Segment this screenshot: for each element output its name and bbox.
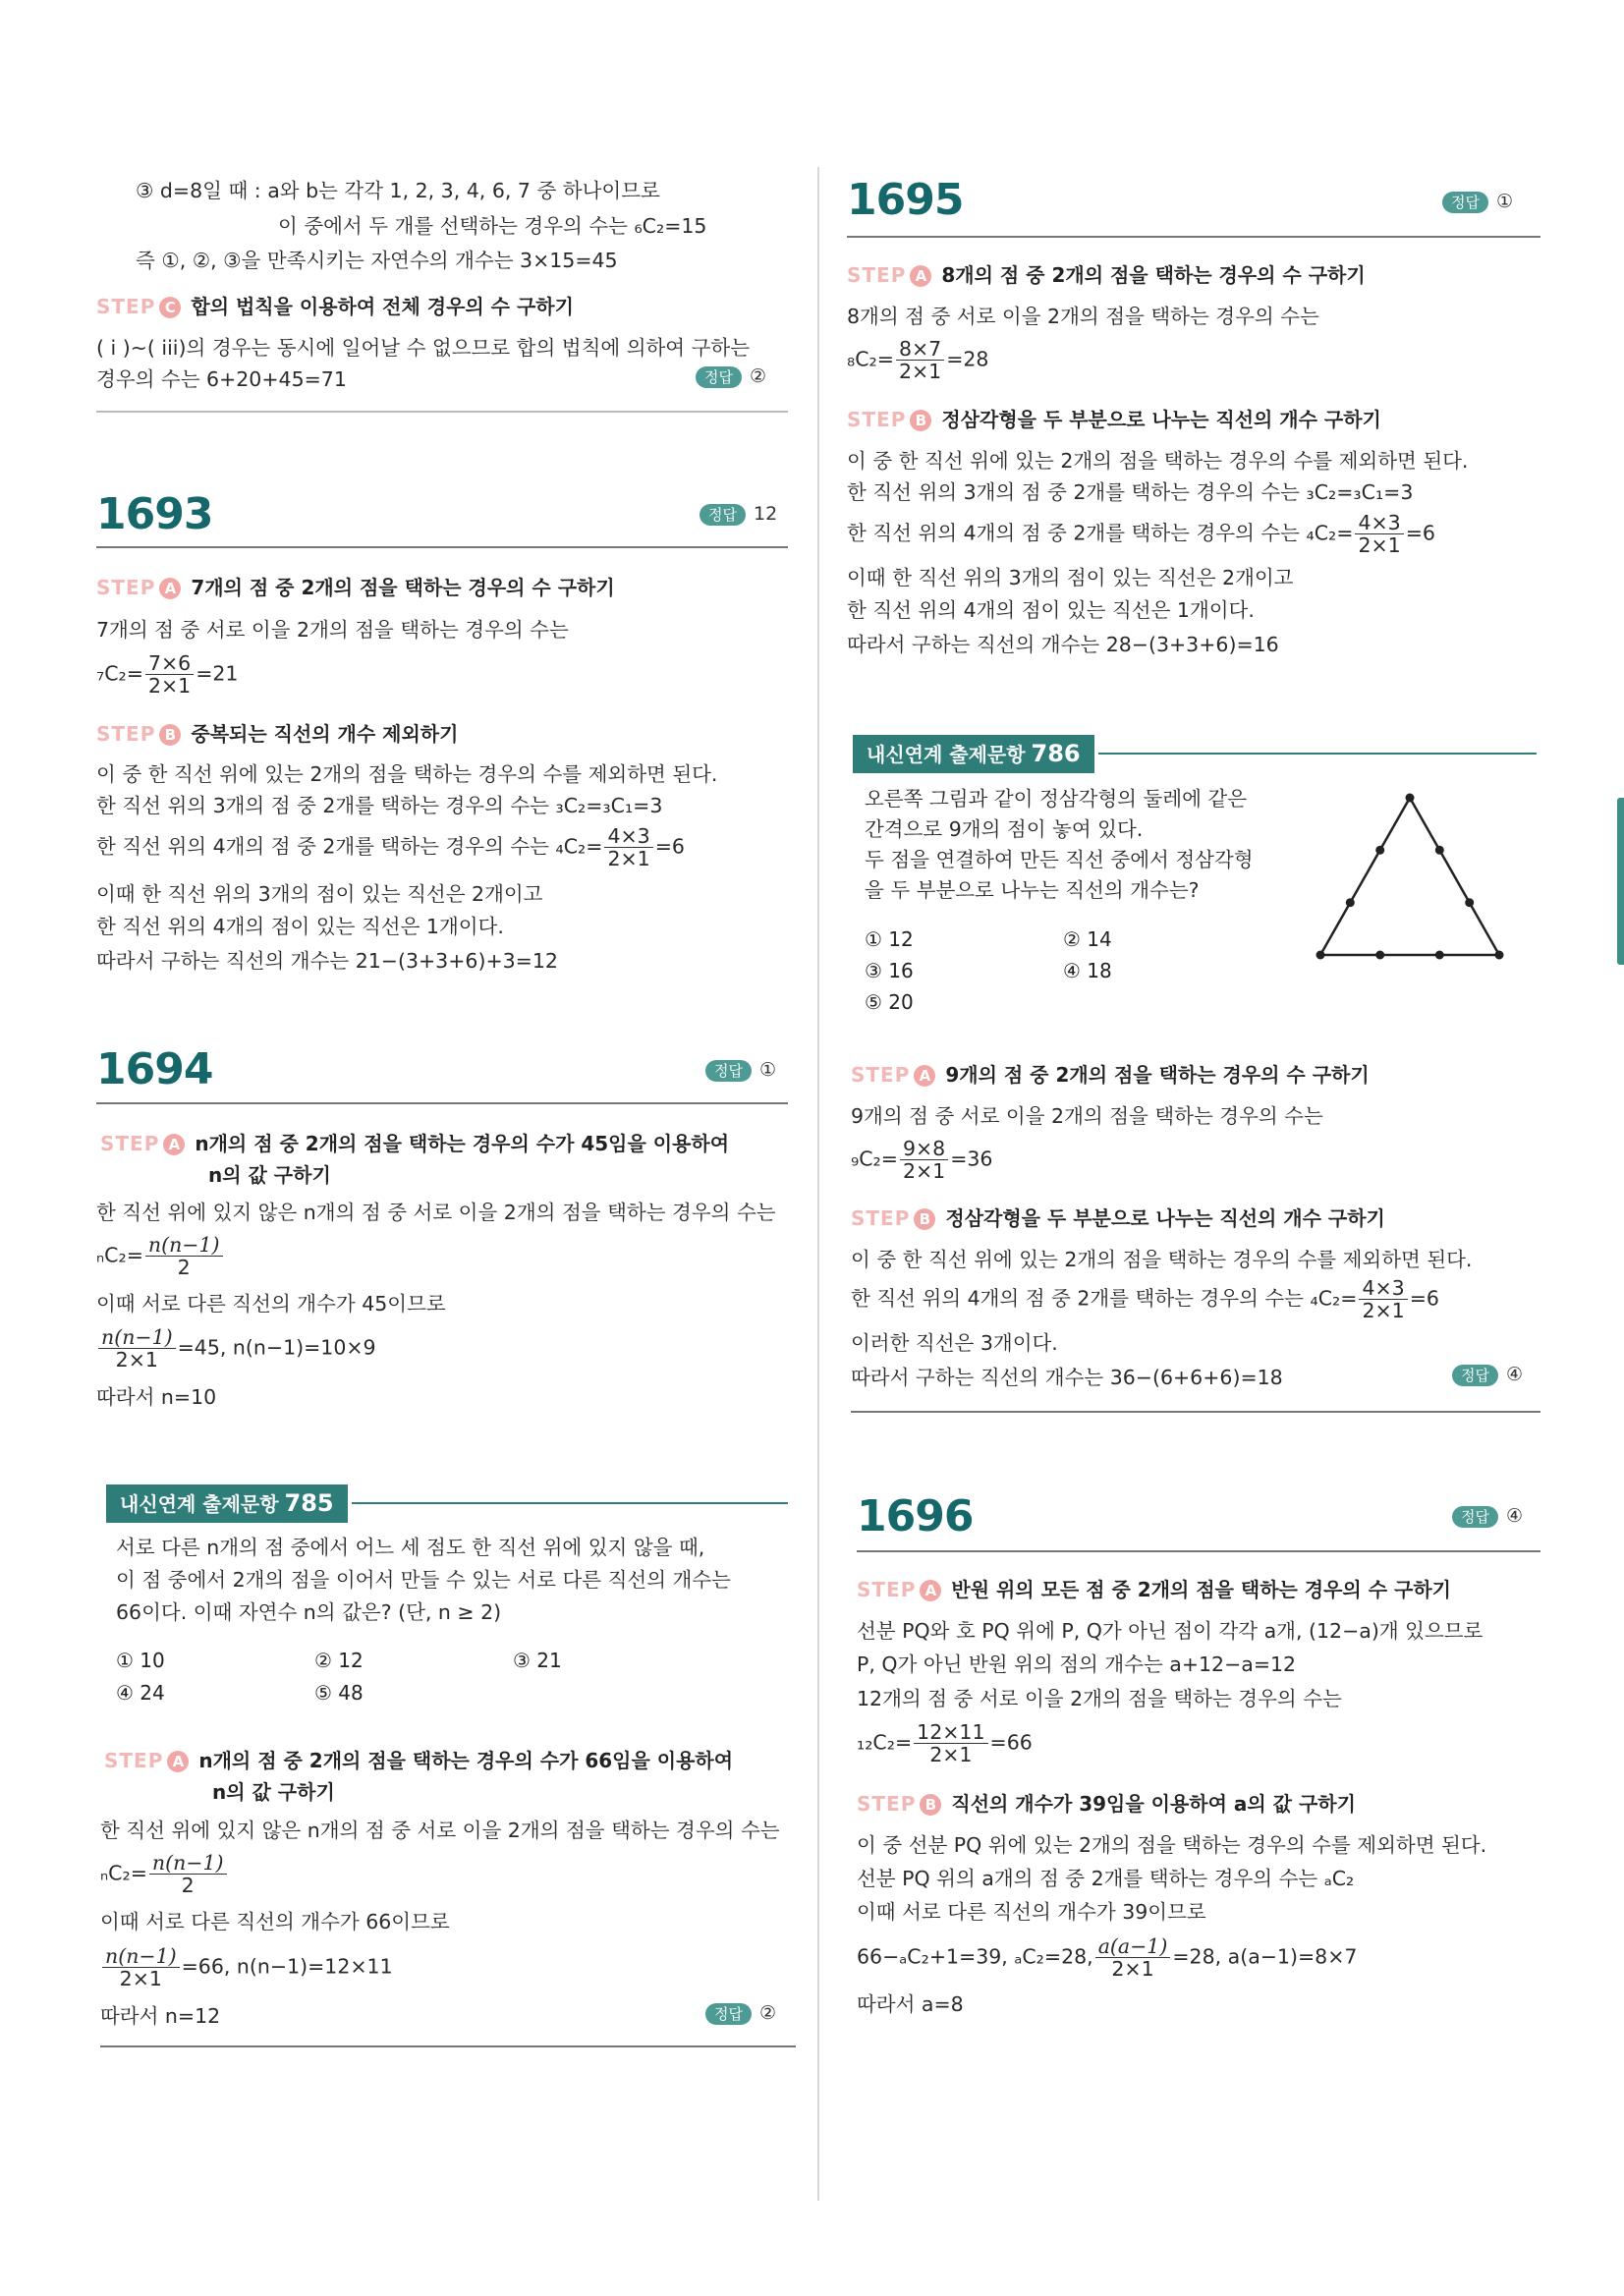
step-a-mark: A — [910, 265, 931, 287]
linked-problem-header: 내신연계 출제문항 786 — [853, 735, 1537, 772]
step-a-mark: A — [920, 1580, 941, 1601]
question-line: 을 두 부분으로 나누는 직선의 개수는? — [865, 878, 1200, 902]
problem-rule — [96, 1102, 788, 1104]
triangle-shape — [1320, 798, 1499, 955]
step-heading-b: STEP B 중복되는 직선의 개수 제외하기 — [96, 722, 459, 746]
text-line: 따라서 n=12 — [100, 2004, 221, 2028]
triangle-point — [1346, 898, 1355, 907]
formula-line: ₈C₂= $\frac{8\times 7}{2\times 1}$ =28 — [847, 337, 989, 383]
text-line: 선분 PQ 위의 a개의 점 중 2개를 택하는 경우의 수는 ₐC₂ — [857, 1867, 1355, 1890]
formula-line: ₉C₂= $\frac{9\times 8}{2\times 1}$ =36 — [851, 1137, 993, 1183]
text-line: 9개의 점 중 서로 이을 2개의 점을 택하는 경우의 수는 — [851, 1104, 1323, 1128]
step-heading-b: STEP B 정삼각형을 두 부분으로 나누는 직선의 개수 구하기 — [847, 408, 1381, 431]
formula-line: 한 직선 위의 4개의 점 중 2개를 택하는 경우의 수는 ₄C₂= $\frac{4\times 3}{2\times 1}$ =6 — [847, 511, 1435, 557]
step-heading-c: STEP C 합의 법칙을 이용하여 전체 경우의 수 구하기 — [96, 295, 574, 318]
text-line: 이때 서로 다른 직선의 개수가 66이므로 — [100, 1910, 450, 1933]
question-line: 서로 다른 n개의 점 중에서 어느 세 점도 한 직선 위에 있지 않을 때, — [116, 1536, 705, 1559]
step-b-mark: B — [914, 1208, 935, 1230]
option: ① 10 — [116, 1649, 165, 1672]
page-side-tab — [1617, 798, 1624, 965]
text-line: 이 중 한 직선 위에 있는 2개의 점을 택하는 경우의 수를 제외하면 된다. — [96, 762, 718, 786]
step-b-mark: B — [920, 1794, 941, 1816]
question-line: 66이다. 이때 자연수 n의 값은? (단, n ≥ 2) — [116, 1600, 502, 1624]
step-heading-a: STEP A 8개의 점 중 2개의 점을 택하는 경우의 수 구하기 — [847, 263, 1366, 287]
triangle-point — [1465, 898, 1474, 907]
text-line: 경우의 수는 6+20+45=71 — [96, 367, 347, 391]
question-line: 이 점 중에서 2개의 점을 이어서 만들 수 있는 서로 다른 직선의 개수는 — [116, 1568, 731, 1592]
text-line: 이 중 한 직선 위에 있는 2개의 점을 택하는 경우의 수를 제외하면 된다. — [847, 449, 1469, 473]
triangle-point — [1375, 951, 1384, 960]
section-divider — [851, 1411, 1540, 1413]
fraction: $\frac{n(n-1)}{2}$ — [149, 1852, 227, 1896]
text-line: 한 직선 위의 3개의 점 중 2개를 택하는 경우의 수는 ₃C₂=₃C₁=3 — [96, 794, 663, 817]
problem-number: 1693 — [96, 489, 213, 539]
section-divider — [100, 2045, 796, 2047]
answer-label: 정답 ① — [705, 1059, 776, 1082]
step-heading-a-cont: n의 값 구하기 — [212, 1780, 335, 1804]
fraction: $\frac{n(n-1)}{2\times 1}$ — [102, 1945, 180, 1989]
linked-problem-header: 내신연계 출제문항 785 — [106, 1484, 788, 1522]
answer-badge: 정답 — [700, 504, 746, 526]
option: ④ 18 — [1063, 959, 1112, 982]
step-heading-b: STEP B 직선의 개수가 39임을 이용하여 a의 값 구하기 — [857, 1792, 1356, 1816]
step-heading-b: STEP B 정삼각형을 두 부분으로 나누는 직선의 개수 구하기 — [851, 1206, 1385, 1230]
text-line: 따라서 구하는 직선의 개수는 36−(6+6+6)=18 — [851, 1366, 1283, 1389]
answer-badge: 정답 — [705, 1060, 752, 1082]
text-line: 한 직선 위의 4개의 점이 있는 직선은 1개이다. — [847, 598, 1255, 622]
text-line: 이때 서로 다른 직선의 개수가 39이므로 — [857, 1900, 1206, 1924]
formula-line: 한 직선 위의 4개의 점 중 2개를 택하는 경우의 수는 ₄C₂= $\frac{4\times 3}{2\times 1}$ =6 — [96, 824, 685, 870]
problem-number: 1696 — [857, 1491, 974, 1541]
formula-line: 66−ₐC₂+1=39, ₐC₂=28, $\frac{a(a-1)}{2\times 1}$ =28, a(a−1)=8×7 — [857, 1934, 1358, 1981]
answer-badge: 정답 — [1452, 1506, 1498, 1528]
text-line: 이때 한 직선 위의 3개의 점이 있는 직선은 2개이고 — [96, 882, 543, 906]
triangle-point — [1435, 951, 1444, 960]
option: ③ 16 — [865, 959, 914, 982]
text-line: P, Q가 아닌 반원 위의 점의 개수는 a+12−a=12 — [857, 1652, 1297, 1676]
triangle-point — [1406, 794, 1415, 803]
answer-label: 정답 ② — [705, 2002, 776, 2025]
step-heading-a-cont: n의 값 구하기 — [208, 1163, 331, 1187]
step-a-mark: A — [159, 578, 181, 599]
problem-number: 1694 — [96, 1044, 213, 1094]
text-line: 선분 PQ와 호 PQ 위에 P, Q가 아닌 점이 각각 a개, (12−a)개 있으므로 — [857, 1619, 1484, 1643]
option: ③ 21 — [513, 1649, 562, 1672]
option: ⑤ 48 — [314, 1681, 364, 1705]
text-line: 8개의 점 중 서로 이을 2개의 점을 택하는 경우의 수는 — [847, 305, 1319, 328]
step-heading-a: STEP A 9개의 점 중 2개의 점을 택하는 경우의 수 구하기 — [851, 1063, 1370, 1087]
formula-line: 한 직선 위의 4개의 점 중 2개를 택하는 경우의 수는 ₄C₂= $\frac{4\times 3}{2\times 1}$ =6 — [851, 1276, 1439, 1322]
option: ② 14 — [1063, 927, 1112, 951]
text-line: 12개의 점 중 서로 이을 2개의 점을 택하는 경우의 수는 — [857, 1687, 1342, 1710]
fraction: $\frac{n(n-1)}{2}$ — [145, 1234, 223, 1278]
step-heading-a: STEP A 7개의 점 중 2개의 점을 택하는 경우의 수 구하기 — [96, 576, 615, 599]
step-b-mark: B — [910, 410, 931, 431]
fraction: $\frac{4\times 3}{2\times 1}$ — [1355, 512, 1403, 556]
text-line: 이 중 선분 PQ 위에 있는 2개의 점을 택하는 경우의 수를 제외하면 된다. — [857, 1833, 1487, 1857]
text-line: 따라서 구하는 직선의 개수는 28−(3+3+6)=16 — [847, 633, 1279, 656]
text-line: 한 직선 위의 3개의 점 중 2개를 택하는 경우의 수는 ₃C₂=₃C₁=3 — [847, 480, 1414, 504]
option: ② 12 — [314, 1649, 364, 1672]
triangle-point — [1375, 846, 1384, 855]
question-line: 오른쪽 그림과 같이 정삼각형의 둘레에 같은 — [865, 787, 1248, 811]
fraction: $\frac{12\times 11}{2\times 1}$ — [914, 1721, 987, 1765]
problem-rule — [96, 546, 788, 548]
triangle-point — [1316, 951, 1325, 960]
formula-line: ₙC₂= $\frac{n(n-1)}{2}$ — [96, 1234, 225, 1278]
answer-badge: 정답 — [1442, 192, 1488, 213]
formula-line: $\frac{n(n-1)}{2\times 1}$ =45, n(n−1)=10×9 — [96, 1326, 376, 1371]
step-heading-a: STEP A n개의 점 중 2개의 점을 택하는 경우의 수가 45임을 이용하여 — [100, 1132, 730, 1155]
text-line: 따라서 구하는 직선의 개수는 21−(3+3+6)+3=12 — [96, 949, 558, 973]
problem-number: 1695 — [847, 175, 964, 225]
formula-line: ₙC₂= $\frac{n(n-1)}{2}$ — [100, 1852, 229, 1896]
text-line: 7개의 점 중 서로 이을 2개의 점을 택하는 경우의 수는 — [96, 618, 569, 642]
text-line: 한 직선 위에 있지 않은 n개의 점 중 서로 이을 2개의 점을 택하는 경우의 수는 — [100, 1819, 780, 1842]
option: ⑤ 20 — [865, 990, 914, 1014]
formula-line: ₇C₂= $\frac{7\times 6}{2\times 1}$ =21 — [96, 651, 239, 698]
answer-label: 정답 ④ — [1452, 1364, 1523, 1386]
option: ① 12 — [865, 927, 914, 951]
triangle-point — [1495, 951, 1504, 960]
text-line: ③ d=8일 때 : a와 b는 각각 1, 2, 3, 4, 6, 7 중 하나이므로 — [136, 179, 660, 202]
text-line: ( i )~( iii)의 경우는 동시에 일어날 수 없으므로 합의 법칙에 의하여 구하는 — [96, 336, 751, 360]
step-heading-a: STEP A n개의 점 중 2개의 점을 택하는 경우의 수가 66임을 이용하여 — [104, 1749, 734, 1772]
answer-badge: 정답 — [705, 2003, 752, 2025]
fraction: $\frac{7\times 6}{2\times 1}$ — [145, 652, 194, 697]
step-a-mark: A — [163, 1134, 185, 1155]
text-line: 따라서 n=10 — [96, 1385, 217, 1409]
text-line: 따라서 a=8 — [857, 1992, 964, 2016]
triangle-point — [1435, 846, 1444, 855]
step-b-mark: B — [159, 724, 181, 746]
text-line: 이 중에서 두 개를 선택하는 경우의 수는 ₆C₂=15 — [278, 214, 707, 238]
option: ④ 24 — [116, 1681, 165, 1705]
step-c-mark: C — [159, 297, 181, 318]
question-line: 간격으로 9개의 점이 놓여 있다. — [865, 817, 1144, 841]
section-divider — [96, 411, 788, 413]
text-line: 이 중 한 직선 위에 있는 2개의 점을 택하는 경우의 수를 제외하면 된다. — [851, 1248, 1473, 1271]
answer-badge: 정답 — [696, 366, 742, 388]
text-line: 이러한 직선은 3개이다. — [851, 1331, 1058, 1355]
fraction: $\frac{8\times 7}{2\times 1}$ — [896, 338, 944, 382]
answer-label: 정답 ② — [696, 365, 766, 388]
text-line: 한 직선 위에 있지 않은 n개의 점 중 서로 이을 2개의 점을 택하는 경우의 수는 — [96, 1201, 776, 1224]
formula-line: $\frac{n(n-1)}{2\times 1}$ =66, n(n−1)=12×11 — [100, 1945, 393, 1989]
answer-label: 정답 12 — [700, 503, 777, 526]
fraction: $\frac{4\times 3}{2\times 1}$ — [1359, 1277, 1407, 1321]
column-divider — [817, 167, 819, 2201]
fraction: $\frac{a(a-1)}{2\times 1}$ — [1095, 1935, 1171, 1980]
triangle-diagram — [1307, 786, 1523, 973]
step-heading-a: STEP A 반원 위의 모든 점 중 2개의 점을 택하는 경우의 수 구하기 — [857, 1578, 1451, 1601]
fraction: $\frac{n(n-1)}{2\times 1}$ — [98, 1326, 176, 1371]
answer-label: 정답 ④ — [1452, 1505, 1523, 1528]
question-line: 두 점을 연결하여 만든 직선 중에서 정삼각형 — [865, 848, 1254, 871]
problem-rule — [847, 236, 1540, 238]
problem-rule — [857, 1550, 1540, 1552]
step-a-mark: A — [167, 1751, 189, 1772]
answer-label: 정답 ① — [1442, 191, 1513, 213]
text-line: 이때 한 직선 위의 3개의 점이 있는 직선은 2개이고 — [847, 566, 1294, 589]
step-a-mark: A — [914, 1065, 935, 1087]
fraction: $\frac{9\times 8}{2\times 1}$ — [900, 1138, 948, 1182]
text-line: 한 직선 위의 4개의 점이 있는 직선은 1개이다. — [96, 915, 504, 938]
answer-badge: 정답 — [1452, 1365, 1498, 1386]
text-line: 즉 ①, ②, ③을 만족시키는 자연수의 개수는 3×15=45 — [136, 249, 618, 272]
text-line: 이때 서로 다른 직선의 개수가 45이므로 — [96, 1292, 446, 1316]
formula-line: ₁₂C₂= $\frac{12\times 11}{2\times 1}$ =66 — [857, 1720, 1033, 1766]
fraction: $\frac{4\times 3}{2\times 1}$ — [604, 825, 652, 869]
